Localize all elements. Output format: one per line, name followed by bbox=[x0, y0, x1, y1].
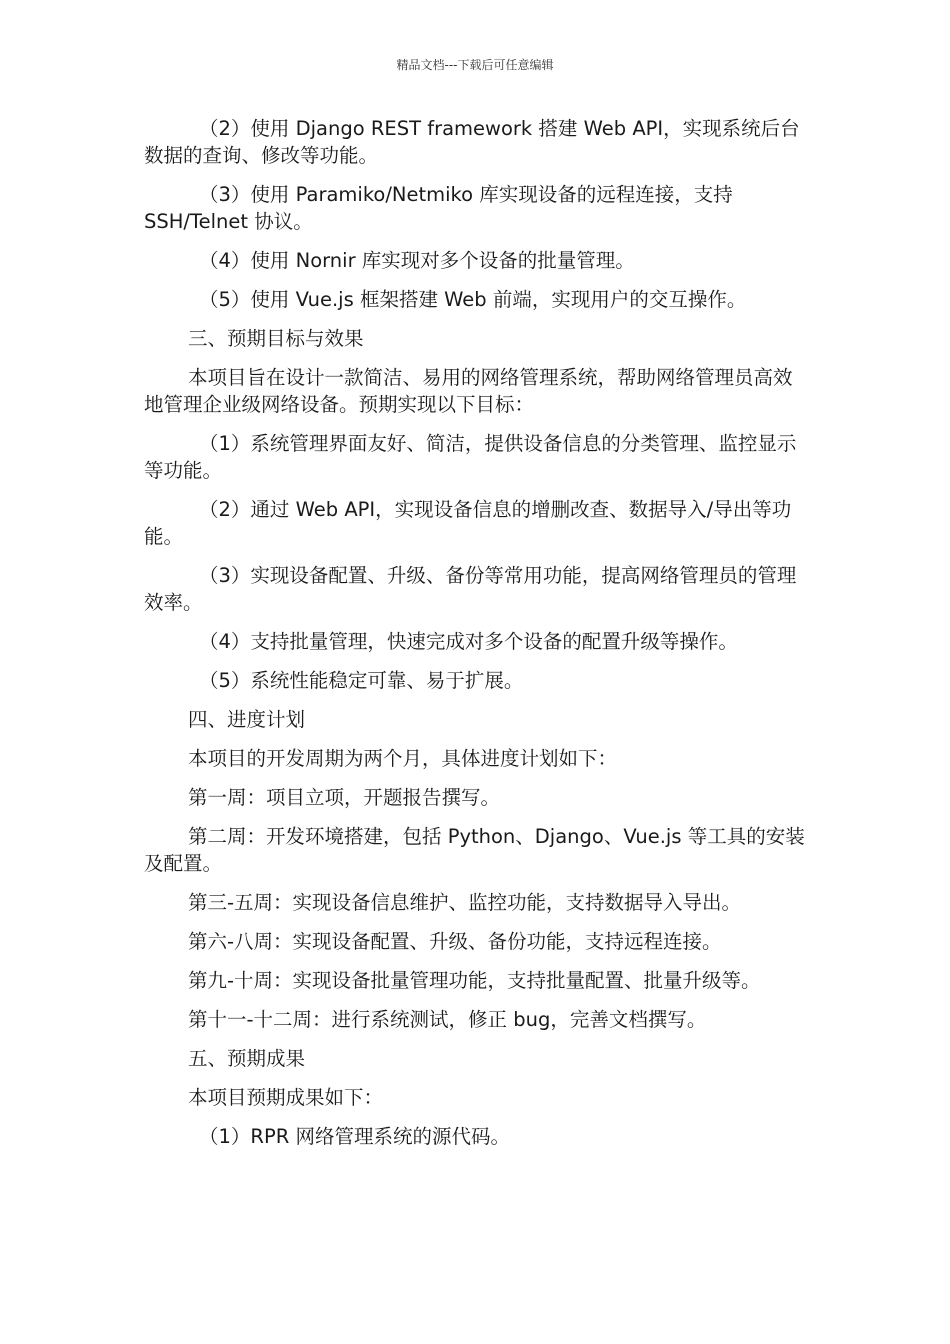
paragraph-week-6-8: 第六-八周：实现设备配置、升级、备份功能，支持远程连接。 bbox=[188, 930, 722, 953]
paragraph-goal-4: （4）支持批量管理，快速完成对多个设备的配置升级等操作。 bbox=[199, 630, 738, 653]
paragraph-week-1: 第一周：项目立项，开题报告撰写。 bbox=[188, 786, 501, 809]
document-body bbox=[144, 115, 806, 1162]
paragraph-goal-1: （1）系统管理界面友好、简洁，提供设备信息的分类管理、监控显示等功能。 bbox=[144, 432, 797, 482]
paragraph-outcome-1: （1）RPR 网络管理系统的源代码。 bbox=[199, 1125, 510, 1148]
paragraph-method-4: （4）使用 Nornir 库实现对多个设备的批量管理。 bbox=[199, 249, 635, 272]
section-heading-3: 三、预期目标与效果 bbox=[188, 327, 364, 350]
paragraph-week-11-12: 第十一-十二周：进行系统测试，修正 bug，完善文档撰写。 bbox=[188, 1008, 707, 1031]
paragraph-week-3-5: 第三-五周：实现设备信息维护、监控功能，支持数据导入导出。 bbox=[188, 891, 742, 914]
section-heading-4: 四、进度计划 bbox=[188, 708, 306, 731]
paragraph-goal-5: （5）系统性能稳定可靠、易于扩展。 bbox=[199, 669, 524, 692]
paragraph-week-9-10: 第九-十周：实现设备批量管理功能，支持批量配置、批量升级等。 bbox=[188, 969, 761, 992]
paragraph-goal-3: （3）实现设备配置、升级、备份等常用功能，提高网络管理员的管理效率。 bbox=[144, 564, 797, 614]
paragraph-method-2: （2）使用 Django REST framework 搭建 Web API，实现系统后台数据的查询、修改等功能。 bbox=[144, 117, 800, 167]
section-heading-5: 五、预期成果 bbox=[188, 1047, 306, 1070]
paragraph-schedule-intro: 本项目的开发周期为两个月，具体进度计划如下： bbox=[188, 747, 618, 770]
paragraph-outcomes-intro: 本项目预期成果如下： bbox=[188, 1086, 384, 1109]
paragraph-method-5: （5）使用 Vue.js 框架搭建 Web 前端，实现用户的交互操作。 bbox=[199, 288, 747, 311]
paragraph-week-2: 第二周：开发环境搭建，包括 Python、Django、Vue.js 等工具的安装及配置。 bbox=[144, 825, 805, 875]
page-header: 精品文档---下载后可任意编辑 bbox=[396, 58, 554, 72]
paragraph-goal-2: （2）通过 Web API，实现设备信息的增删改查、数据导入/导出等功能。 bbox=[144, 498, 792, 548]
paragraph-goals-intro: 本项目旨在设计一款简洁、易用的网络管理系统，帮助网络管理员高效地管理企业级网络设备。预期实现以下目标： bbox=[144, 366, 793, 416]
paragraph-method-3: （3）使用 Paramiko/Netmiko 库实现设备的远程连接，支持 SSH/Telnet 协议。 bbox=[144, 183, 733, 233]
